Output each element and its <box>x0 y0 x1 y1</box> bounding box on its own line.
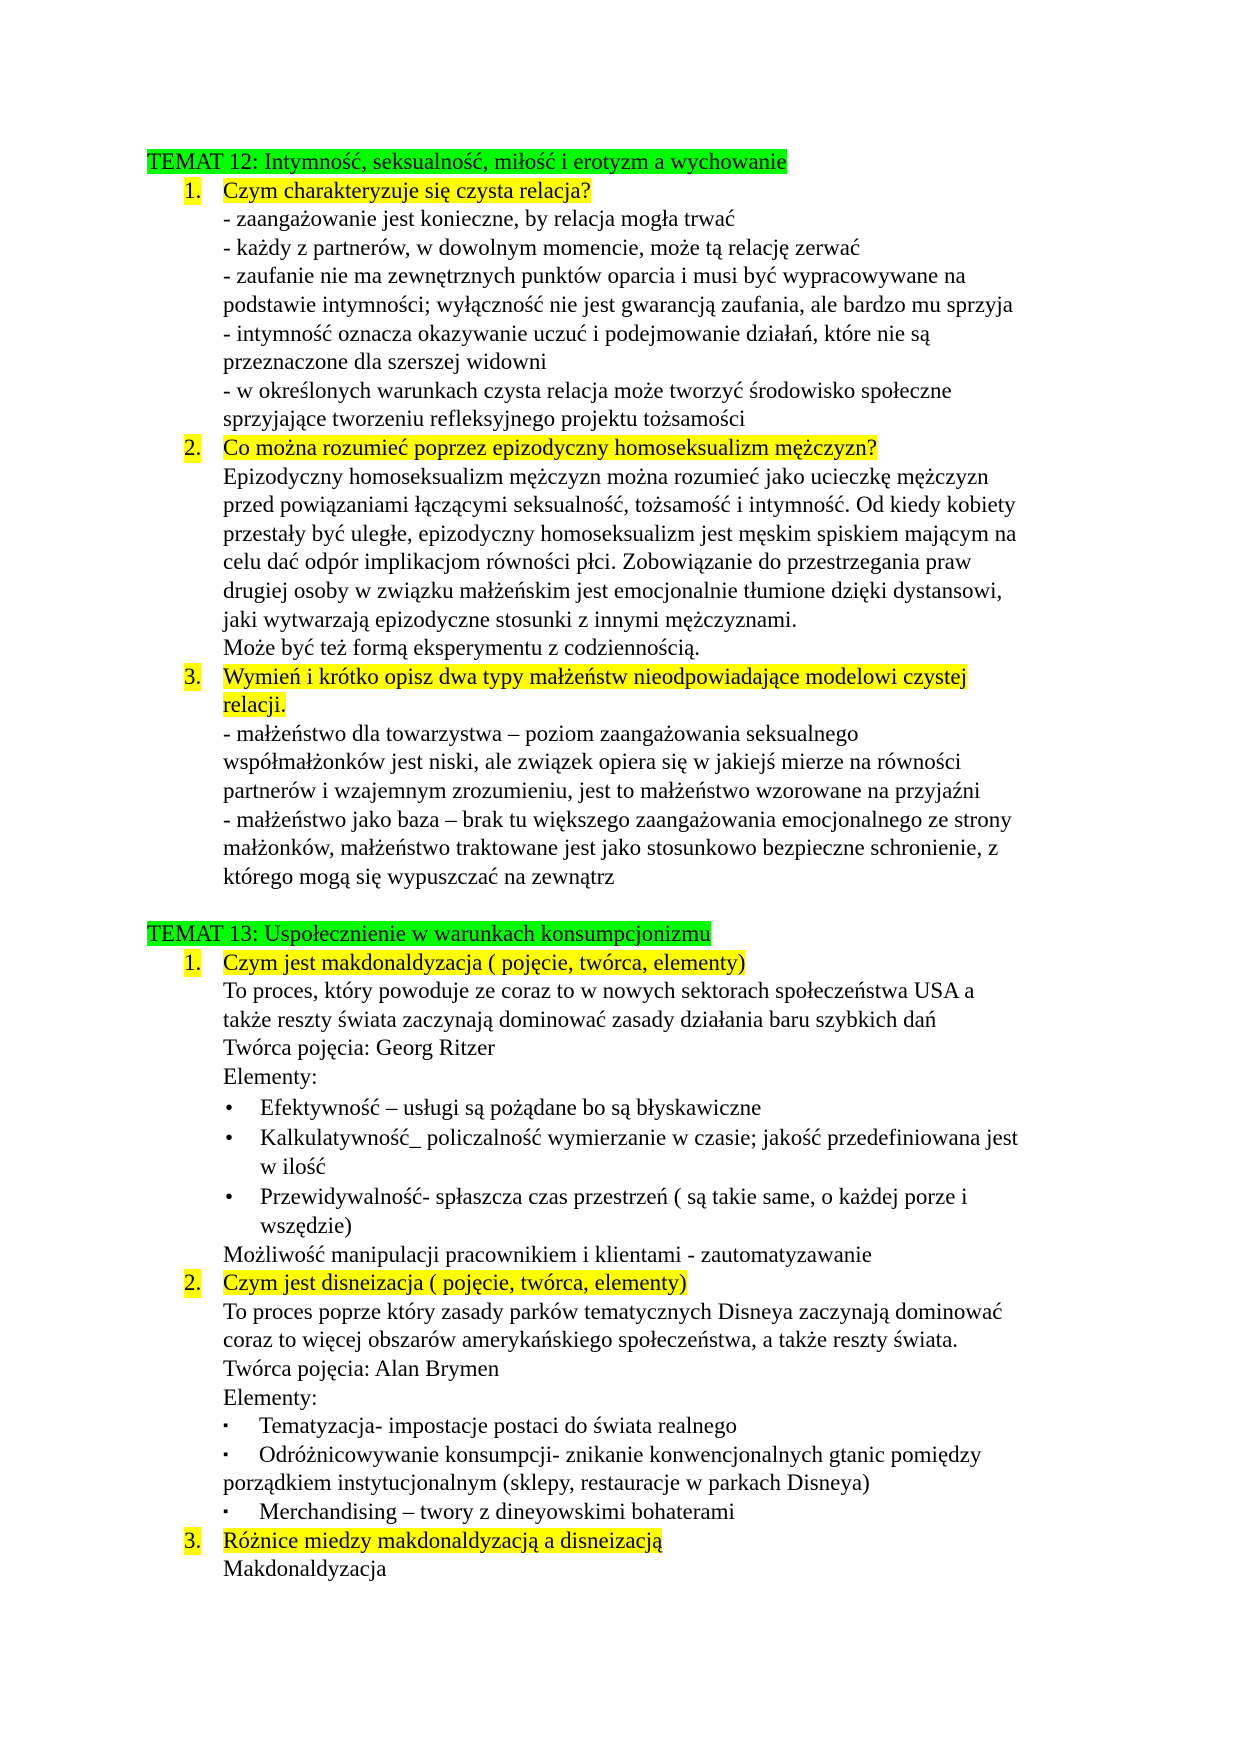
answer-line: drugiej osoby w związku małżeńskim jest emocjonalnie tłumione dzięki dystansowi, <box>223 577 1003 603</box>
answer-line: współmałżonków jest niski, ale związek opiera się w jakiejś mierze na równości <box>223 749 962 775</box>
square-bullet-icon: ▪ <box>223 1503 229 1520</box>
bullet-icon: • <box>225 1184 234 1210</box>
list-item: • Efektywność – usługi są pożądane bo są błyskawiczne <box>147 1094 1097 1123</box>
answer-line: - każdy z partnerów, w dowolnym momencie, może tą relację zerwać <box>223 234 861 260</box>
answer-line: - intymność oznacza okazywanie uczuć i podejmowanie działań, które nie są <box>223 320 930 346</box>
answer-line: małżonków, małżeństwo traktowane jest jako stosunkowo bezpieczne schronienie, z <box>223 835 999 861</box>
topic-13-heading: TEMAT 13: Uspołecznienie w warunkach konsumpcjonizmu <box>147 921 711 947</box>
answer-subheading: Makdonaldyzacja <box>223 1556 387 1582</box>
list-item: ▪ Odróżnicowywanie konsumpcji- znikanie konwencjonalnych gtanic pomiędzy <box>147 1441 1097 1470</box>
bullet-icon: • <box>225 1125 234 1151</box>
bullet-icon: • <box>225 1094 234 1120</box>
answer-line: Twórca pojęcia: Georg Ritzer <box>223 1035 495 1061</box>
t12-answer-3 <box>147 720 1097 892</box>
answer-line: przed powiązaniami łączącymi seksualność, tożsamość i intymność. Od kiedy kobiety <box>223 492 1016 518</box>
t13-question-2: 2. Czym jest disneizacja ( pojęcie, twórca, elementy) <box>147 1269 1097 1298</box>
t12-question-3: 3. Wymień i krótko opisz dwa typy małżeństw nieodpowiadające modelowi czystej relacji. <box>184 663 967 718</box>
answer-line: - małżeństwo dla towarzystwa – poziom zaangażowania seksualnego <box>223 720 859 746</box>
t12-answer-2 <box>147 463 1097 663</box>
answer-line: coraz to więcej obszarów amerykańskiego społeczeństwa, a także reszty świata. <box>223 1327 959 1353</box>
list-item: ▪ Tematyzacja- impostacje postaci do świata realnego <box>147 1412 1097 1441</box>
answer-line: - małżeństwo jako baza – brak tu większego zaangażowania emocjonalnego ze strony <box>223 806 1012 832</box>
t13-question-1: 1. Czym jest makdonaldyzacja ( pojęcie, twórca, elementy) <box>147 949 1097 978</box>
t12-answer-1 <box>147 205 1097 434</box>
answer-line: - zaufanie nie ma zewnętrznych punktów oparcia i musi być wypracowywane na <box>223 263 966 289</box>
answer-line: Może być też formą eksperymentu z codziennością. <box>223 635 701 661</box>
answer-line: którego mogą się wypuszczać na zewnątrz <box>223 863 615 889</box>
answer-line: To proces, który powoduje ze coraz to w nowych sektorach społeczeństwa USA a <box>223 978 975 1004</box>
answer-line: Elementy: <box>223 1064 318 1089</box>
answer-line: przestały być uległe, epizodyczny homoseksualizm jest męskim spiskiem mającym na <box>223 520 1017 546</box>
list-item: • Kalkulatywność_ policzalność wymierzanie w czasie; jakość przedefiniowana jest w ilość <box>225 1125 1019 1179</box>
t12-question-2: 2. Co można rozumieć poprzez epizodyczny homoseksualizm mężczyzn? <box>147 434 1097 463</box>
topic-12-heading: TEMAT 12: Intymność, seksualność, miłość i erotyzm a wychowanie <box>147 149 787 174</box>
answer-line: Twórca pojęcia: Alan Brymen <box>223 1355 500 1381</box>
answer-line: Elementy: <box>223 1384 318 1410</box>
answer-footer: Możliwość manipulacji pracownikiem i klientami - zautomatyzawanie <box>223 1241 872 1267</box>
list-item: • Przewidywalność- spłaszcza czas przestrzeń ( są takie same, o każdej porze i wszędzie) <box>225 1184 968 1238</box>
square-bullet-icon: ▪ <box>223 1446 229 1463</box>
answer-line: - w określonych warunkach czysta relacja może tworzyć środowisko społeczne <box>223 377 952 403</box>
answer-line: podstawie intymności; wyłączność nie jest gwarancją zaufania, ale bardzo mu sprzyja <box>223 291 1014 317</box>
answer-line: celu dać odpór implikacjom równości płci. Zobowiązanie do przestrzegania praw <box>223 549 972 575</box>
answer-line: przeznaczone dla szerszej widowni <box>223 349 547 375</box>
square-bullet-icon: ▪ <box>223 1418 229 1435</box>
answer-line: partnerów i wzajemnym zrozumieniu, jest to małżeństwo wzorowane na przyjaźni <box>223 778 981 804</box>
answer-line: - zaangażowanie jest konieczne, by relacja mogła trwać <box>223 206 736 232</box>
t13-question-3: 3. Różnice miedzy makdonaldyzacją a disneizacją <box>147 1527 1097 1556</box>
section-gap <box>147 891 1097 920</box>
answer-line: sprzyjające tworzeniu refleksyjnego projektu tożsamości <box>223 406 746 432</box>
answer-line: Epizodyczny homoseksualizm mężczyzn można rozumieć jako ucieczkę mężczyzn <box>223 463 989 489</box>
answer-line: jaki wytwarzają epizodyczne stosunki z innymi mężczyznami. <box>223 606 798 632</box>
document-content <box>147 148 1097 1584</box>
answer-line: To proces poprze który zasady parków tematycznych Disneya zaczynają dominować <box>223 1298 1003 1324</box>
t13-answer-1 <box>147 977 1097 1091</box>
list-item: ▪ Merchandising – twory z dineyowskimi bohaterami <box>147 1498 1097 1527</box>
t12-question-1: 1. Czym charakteryzuje się czysta relacja? <box>147 177 1097 206</box>
answer-line: także reszty świata zaczynają dominować zasady działania baru szybkich dań <box>223 1006 937 1032</box>
list-item-continuation: porządkiem instytucjonalnym (sklepy, restauracje w parkach Disneya) <box>223 1470 870 1496</box>
t13-answer-2 <box>147 1298 1097 1412</box>
